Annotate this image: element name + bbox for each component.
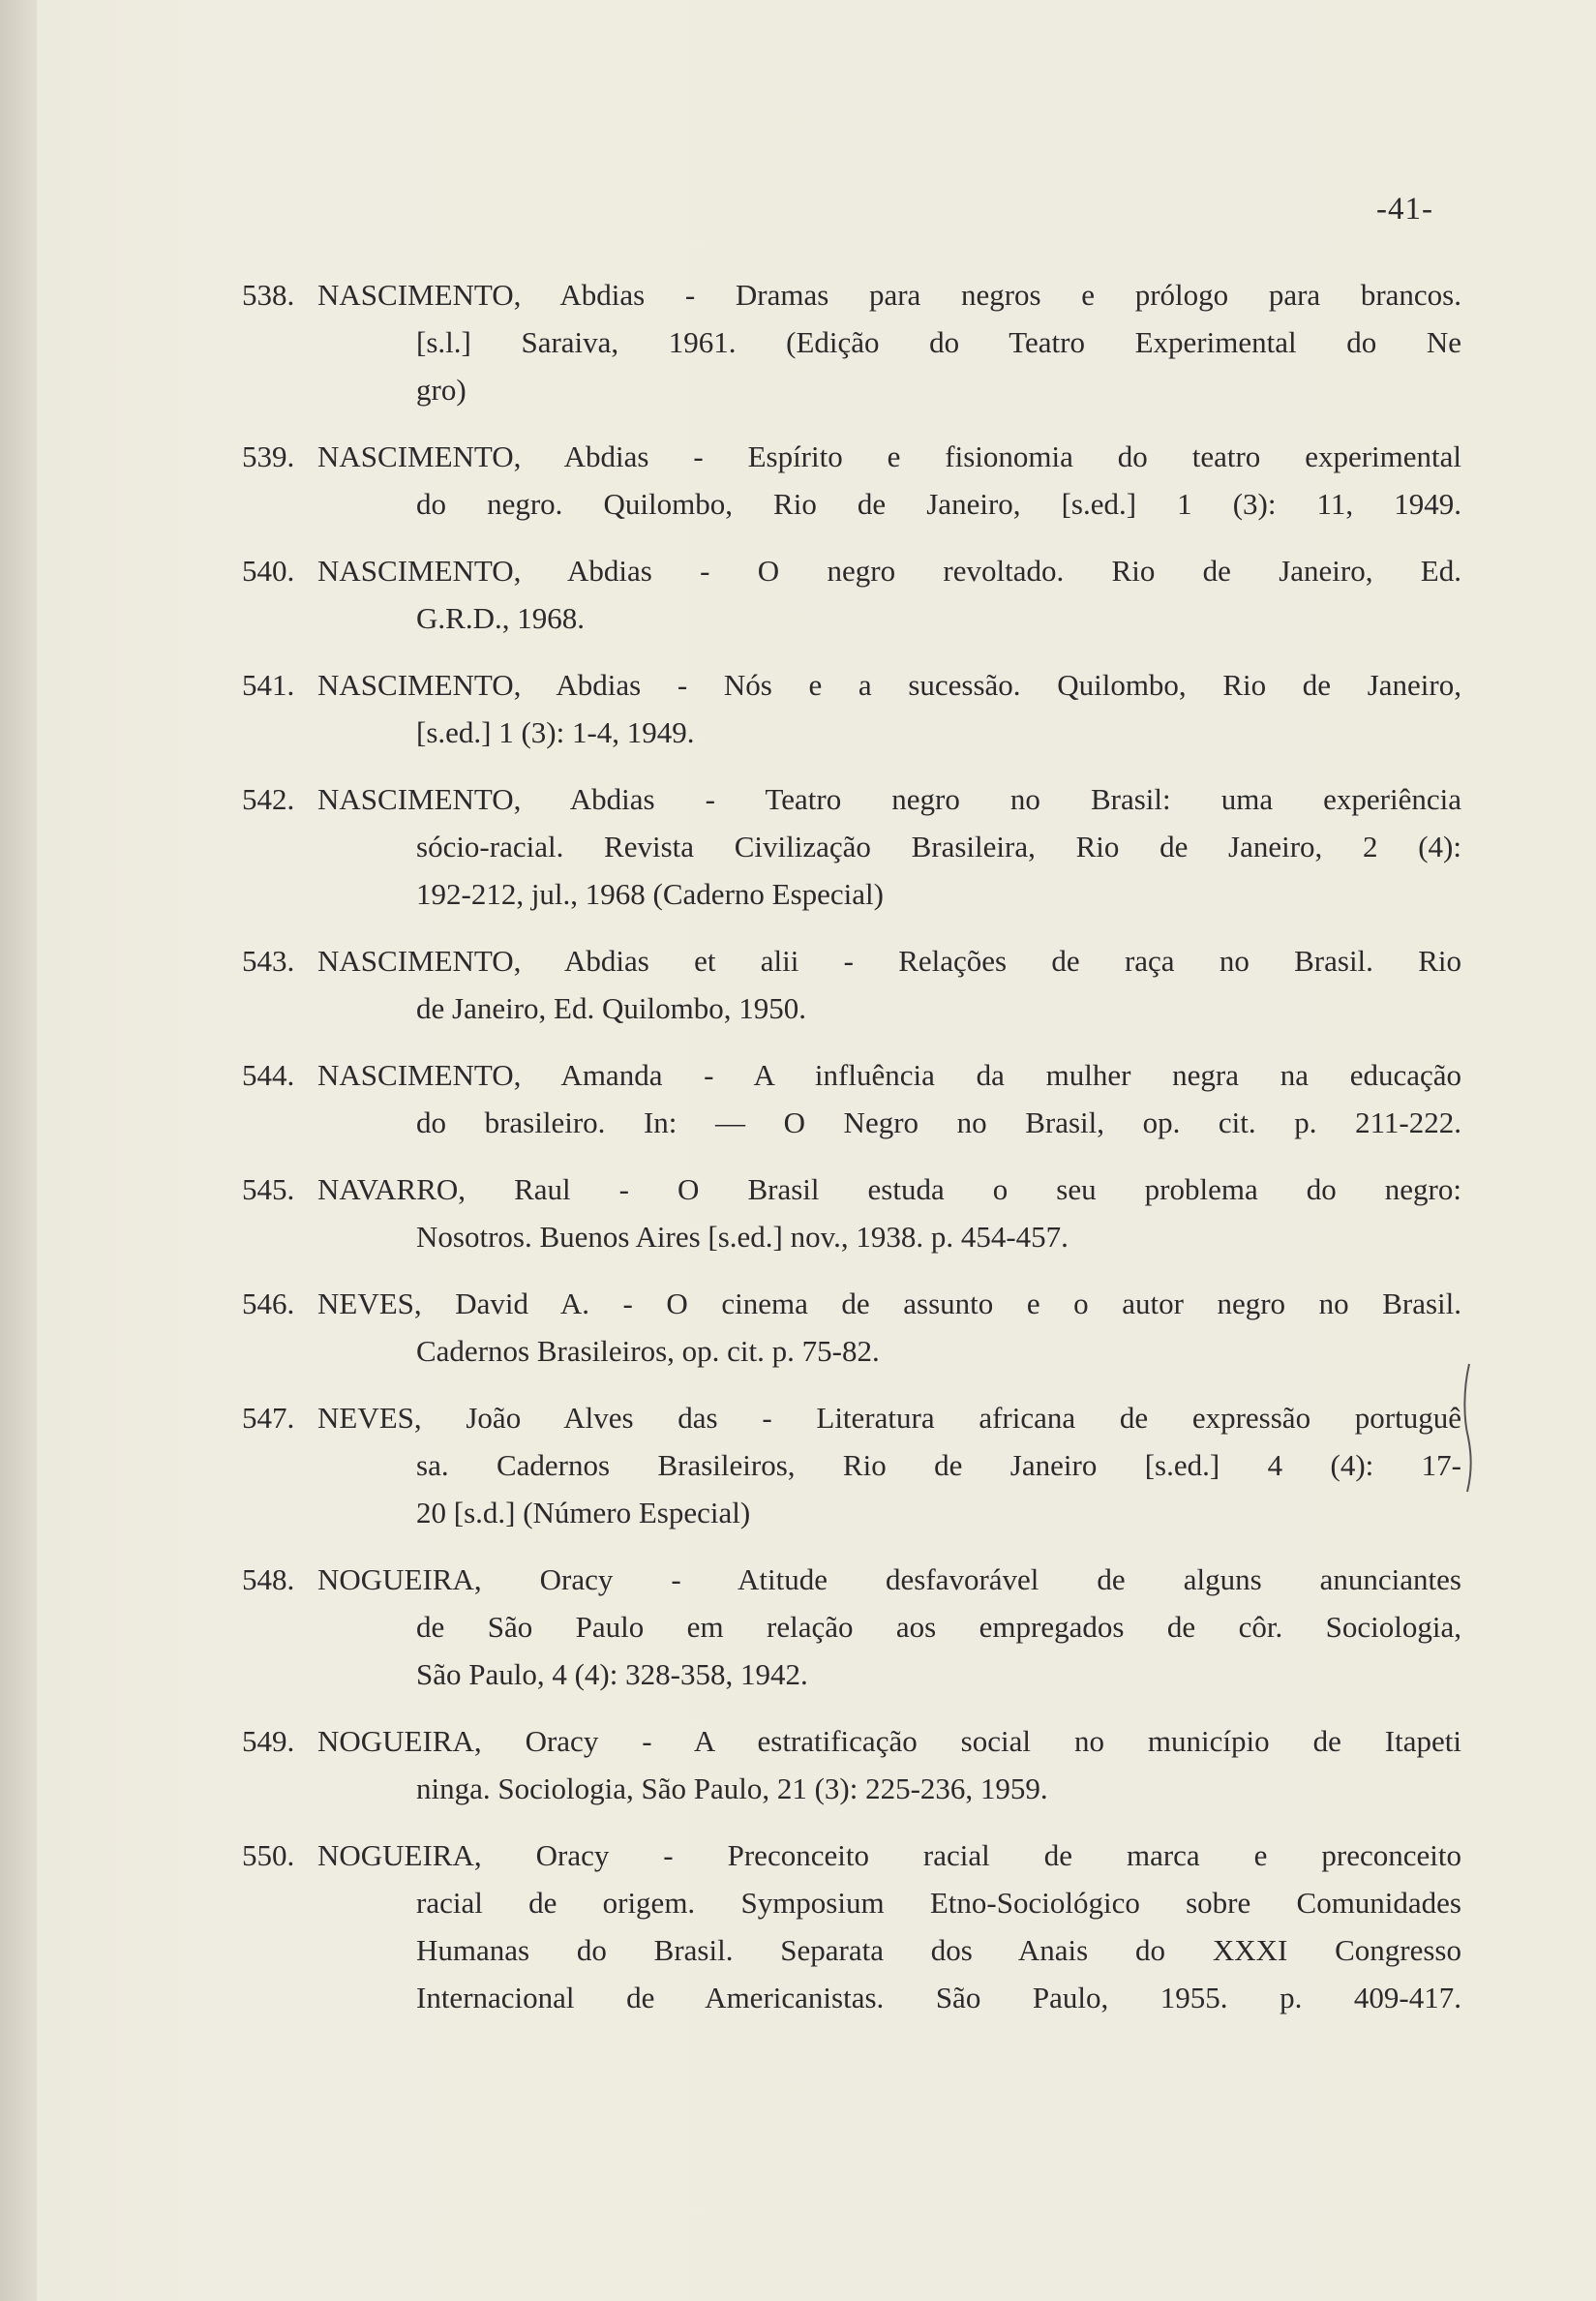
entry-number: 548. [242,1562,295,1596]
entry-text-line: sa. Cadernos Brasileiros, Rio de Janeiro [s.ed.] 4 (4): 17- [416,1448,1461,1482]
entry-text-line: São Paulo, 4 (4): 328-358, 1942. [416,1657,808,1691]
entry-text-line: NOGUEIRA, Oracy - Atitude desfavorável de alguns anunciantes [317,1562,1461,1596]
bibliography-entry [242,433,1461,528]
bibliography-entry [242,937,1461,1032]
entry-text-line: Internacional de Americanistas. São Paulo, 1955. p. 409-417. [416,1981,1461,2014]
entry-text-line: ninga. Sociologia, São Paulo, 21 (3): 225-236, 1959. [416,1771,1048,1805]
entry-text-line: NOGUEIRA, Oracy - A estratificação social no município de Itapeti [317,1724,1461,1758]
entry-text-line: G.R.D., 1968. [416,601,585,635]
entry-text-line: NASCIMENTO, Abdias - O negro revoltado. Rio de Janeiro, Ed. [317,554,1461,588]
entry-text-line: [s.ed.] 1 (3): 1-4, 1949. [416,715,695,749]
entry-number: 546. [242,1287,295,1320]
entry-text-line: 192-212, jul., 1968 (Caderno Especial) [416,877,884,911]
entry-text-line: Humanas do Brasil. Separata dos Anais do XXXI Congresso [416,1933,1461,1967]
entry-text-line: gro) [416,373,467,407]
entry-text-line: NASCIMENTO, Abdias et alii - Relações de raça no Brasil. Rio [317,944,1461,978]
entry-text-line: [s.l.] Saraiva, 1961. (Edição do Teatro Experimental do Ne [416,325,1461,359]
entry-number: 550. [242,1838,295,1872]
entry-number: 542. [242,782,295,816]
entry-text-line: NEVES, João Alves das - Literatura africana de expressão portuguê [317,1401,1461,1435]
entry-number: 547. [242,1401,295,1435]
handwritten-margin-mark [1461,1360,1475,1496]
bibliography-list [242,271,1461,2041]
binding-shadow [0,0,37,2301]
entry-text-line: NASCIMENTO, Abdias - Dramas para negros e prólogo para brancos. [317,278,1461,312]
entry-text-line: NOGUEIRA, Oracy - Preconceito racial de marca e preconceito [317,1838,1461,1872]
bibliography-entry [242,1556,1461,1698]
entry-number: 539. [242,439,295,473]
entry-text-line: NEVES, David A. - O cinema de assunto e o autor negro no Brasil. [317,1287,1461,1320]
bibliography-entry [242,1051,1461,1146]
bibliography-entry [242,1717,1461,1812]
entry-text-line: do negro. Quilombo, Rio de Janeiro, [s.ed.] 1 (3): 11, 1949. [416,487,1461,521]
bibliography-entry [242,661,1461,756]
entry-text-line: Cadernos Brasileiros, op. cit. p. 75-82. [416,1334,880,1368]
entry-number: 541. [242,668,295,702]
entry-text-line: NASCIMENTO, Abdias - Espírito e fisionomia do teatro experimental [317,439,1461,473]
entry-number: 543. [242,944,295,978]
bibliography-entry [242,547,1461,642]
entry-number: 545. [242,1172,295,1206]
entry-text-line: NASCIMENTO, Amanda - A influência da mulher negra na educação [317,1058,1461,1092]
bibliography-entry [242,271,1461,413]
entry-text-line: do brasileiro. In: — O Negro no Brasil, op. cit. p. 211-222. [416,1105,1461,1139]
entry-text-line: de São Paulo em relação aos empregados de côr. Sociologia, [416,1610,1461,1644]
entry-text-line: de Janeiro, Ed. Quilombo, 1950. [416,991,806,1025]
bibliography-entry [242,1280,1461,1375]
bibliography-entry [242,1832,1461,2021]
entry-text-line: Nosotros. Buenos Aires [s.ed.] nov., 1938. p. 454-457. [416,1220,1069,1254]
entry-number: 544. [242,1058,295,1092]
entry-text-line: 20 [s.d.] (Número Especial) [416,1496,751,1529]
entry-text-line: NASCIMENTO, Abdias - Nós e a sucessão. Quilombo, Rio de Janeiro, [317,668,1461,702]
entry-number: 549. [242,1724,295,1758]
bibliography-entry [242,775,1461,918]
page-number: -41- [1376,192,1433,227]
entry-number: 538. [242,278,295,312]
entry-text-line: NAVARRO, Raul - O Brasil estuda o seu problema do negro: [317,1172,1461,1206]
entry-text-line: sócio-racial. Revista Civilização Brasileira, Rio de Janeiro, 2 (4): [416,830,1461,863]
entry-text-line: racial de origem. Symposium Etno-Sociológico sobre Comunidades [416,1886,1461,1920]
entry-number: 540. [242,554,295,588]
entry-text-line: NASCIMENTO, Abdias - Teatro negro no Brasil: uma experiência [317,782,1461,816]
bibliography-entry [242,1394,1461,1536]
bibliography-entry [242,1166,1461,1260]
